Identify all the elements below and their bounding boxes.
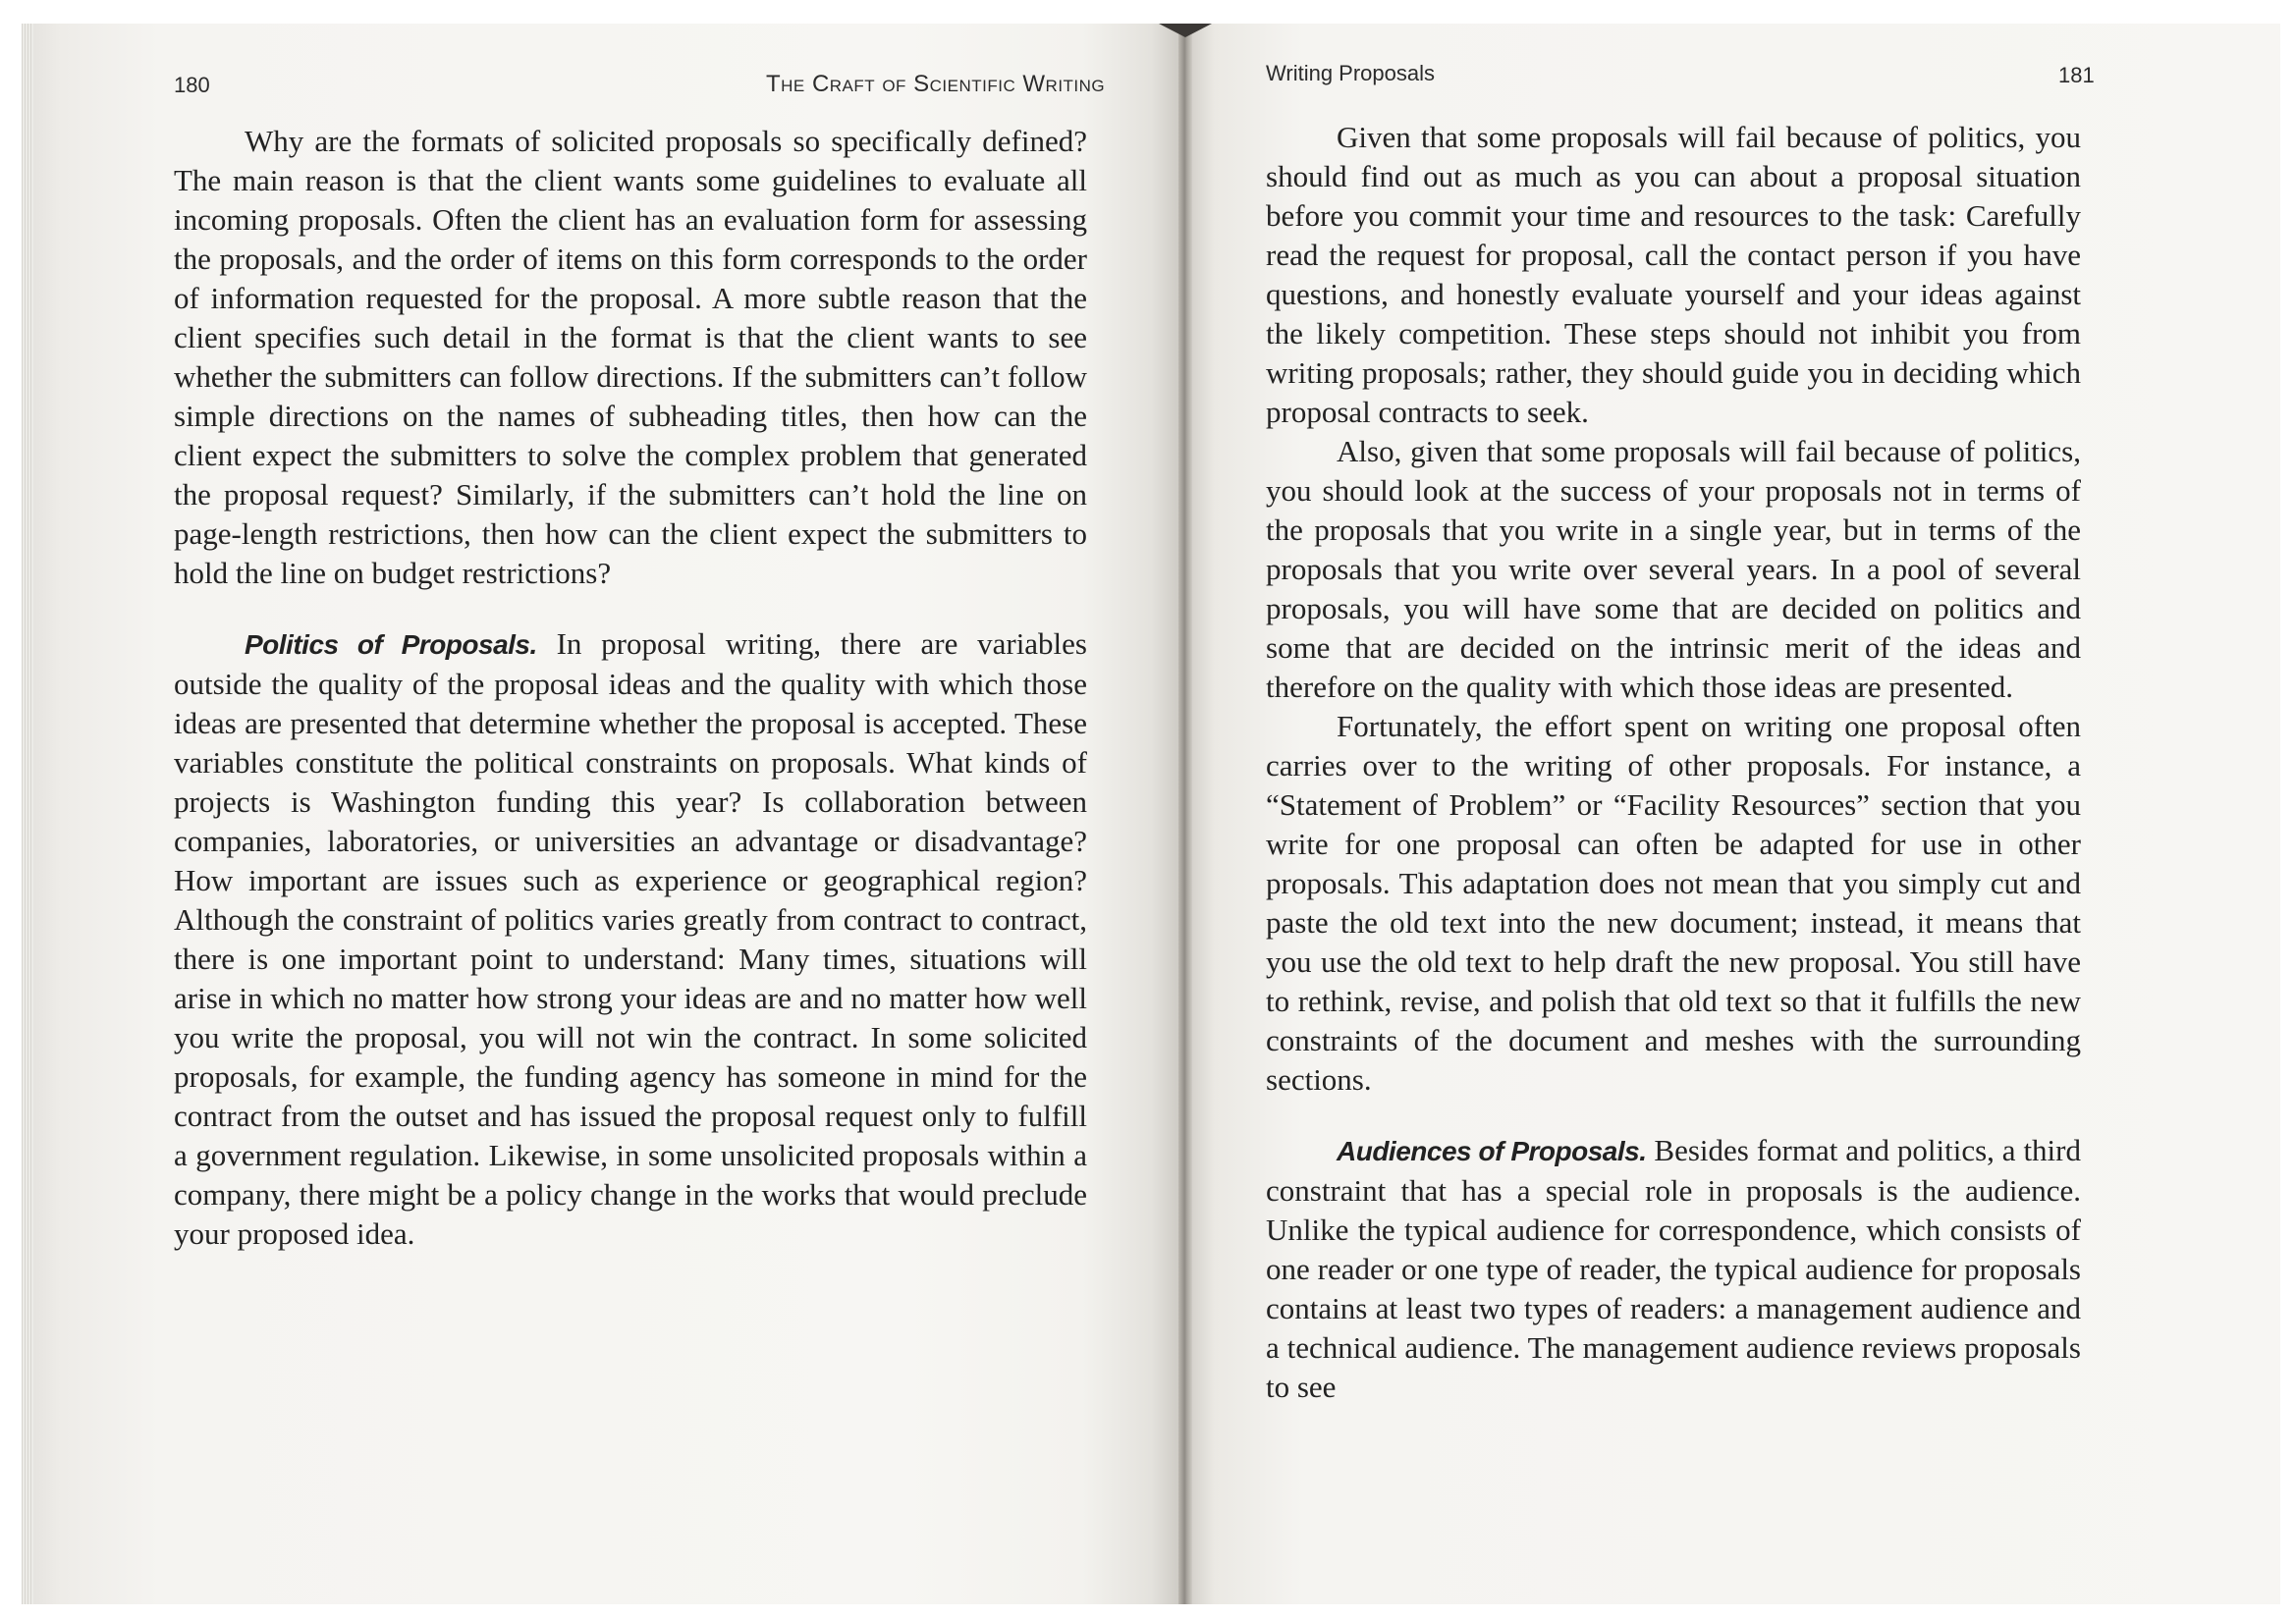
book-spread [22,24,2280,1604]
book-gutter [1178,24,1192,1604]
section-heading-audiences: Audiences of Proposals. [1337,1136,1647,1166]
left-page-number: 180 [174,73,210,97]
right-page-body [1266,118,2081,1407]
paragraph-politics [174,624,1087,1254]
right-page [1185,24,2280,1604]
paragraph-text: Why are the formats of solicited proposals so specifically defined? The main reason is that the client wants some guidelines to evaluate all incoming proposals. Often the client has an evaluation form for assessing the proposals, and the order of items on this form corresponds to the order of information requested for the proposal. A more subtle reason that the client specifies such detail in the format is that the client wants to see whether the submitters can follow directions. If the submitters can’t follow simple directions on the names of subheading titles, then how can the client expect the submitters to solve the complex problem that generated the proposal request? Similarly, if the submitters can’t hold the line on page-length restrictions, then how can the client expect the submitters to hold the line on budget restrictions? [174,124,1087,590]
left-running-head: The Craft of Scientific Writing [766,71,1106,97]
paragraph-text: Also, given that some proposals will fail because of politics, you should look at the success of your proposals not in terms of the proposals that you write in a single year, but in terms of the proposals that you write over several years. In a pool of several proposals, you will have some that are decided on politics and some that are decided on the intrinsic merit of the ideas and therefore on the quality with which those ideas are presented. [1266,434,2081,704]
paragraph-text: In proposal writing, there are variables outside the quality of the proposal ideas and the quality with which those ideas are presented that determine whether the proposal is accepted. These variables constitute the political constraints on proposals. What kinds of projects is Washington funding this year? Is collaboration between companies, laboratories, or universities an advantage or disadvantage? How important are issues such as experience or geographical region? Although the constraint of politics varies greatly from contract to contract, there is one important point to understand: Many times, situations will arise in which no matter how strong your ideas are and no matter how well you write the proposal, you will not win the contract. In some solicited proposals, for example, the funding agency has someone in mind for the contract from the outset and has issued the proposal request only to fulfill a government regulation. Likewise, in some unsolicited proposals within a company, there might be a policy change in the works that would preclude your proposed idea. [174,626,1087,1251]
right-running-head: Writing Proposals [1266,61,1435,85]
paragraph-formats [174,122,1087,593]
paragraph-given [1266,118,2081,432]
paragraph-fortunately [1266,707,2081,1100]
paragraph-text: Fortunately, the effort spent on writing one proposal often carries over to the writing of other proposals. For instance, a “Statement of Problem” or “Facility Resources” section that you write for one proposal can often be adapted for use in other proposals. This adaptation does not mean that you simply cut and paste the old text into the new document; instead, it means that you use the old text to help draft the new proposal. You still have to rethink, revise, and polish that old text so that it fulfills the new constraints of the document and meshes with the surrounding sections. [1266,709,2081,1097]
paragraph-text: Given that some proposals will fail because of politics, you should find out as much as you can about a proposal situation before you commit your time and resources to the task: Carefully read the request for proposal, call the contact person if you have questions, and honestly evaluate yourself and your ideas against the likely competition. These steps should not inhibit you from writing proposals; rather, they should guide you in deciding which proposal contracts to seek. [1266,120,2081,429]
paragraph-audiences [1266,1131,2081,1407]
paragraph-text: Besides format and politics, a third constraint that has a special role in proposals is the audience. Unlike the typical audience for correspondence, which consists of one reader or one type of reader, the typical audience for proposals contains at least two types of readers: a management audience and a technical audience. The management audience reviews proposals to see [1266,1133,2081,1404]
left-page-body [174,122,1087,1254]
left-page [22,24,1185,1604]
page-edges [22,24,33,1604]
binding-shadow [1159,24,1212,37]
section-heading-politics: Politics of Proposals. [245,629,537,660]
paragraph-also [1266,432,2081,707]
right-page-number: 181 [2058,63,2095,87]
